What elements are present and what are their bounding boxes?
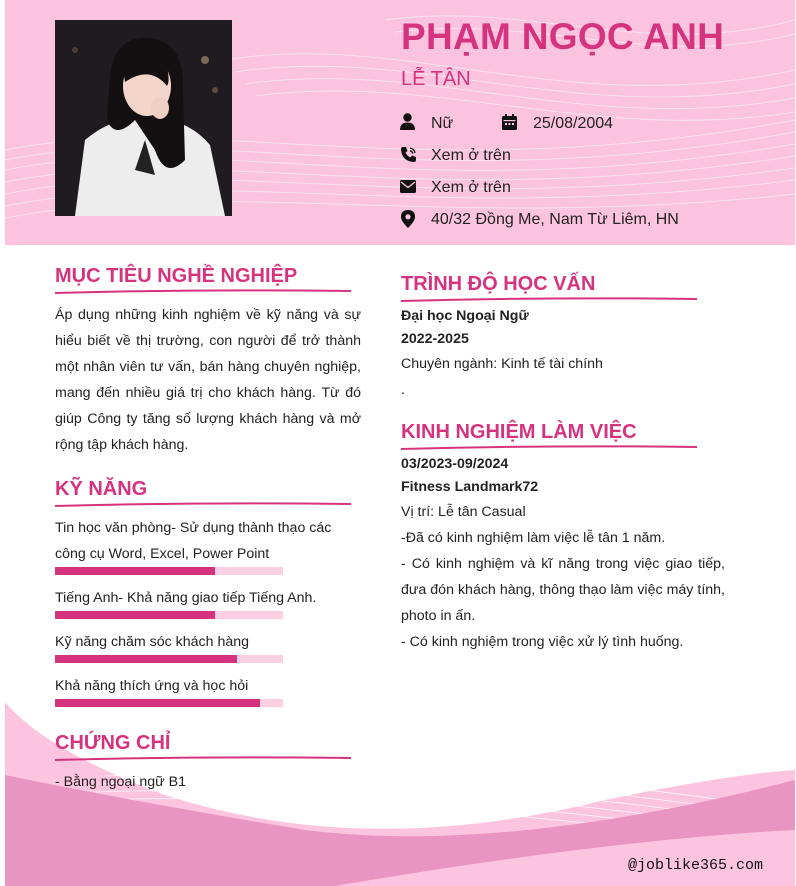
certificates-title-underline [55, 754, 353, 762]
phone: Xem ở trên [431, 147, 511, 164]
experience-line-1: -Đã có kinh nghiệm làm việc lễ tân 1 năm. [401, 530, 666, 546]
education-title: TRÌNH ĐỘ HỌC VẤN [401, 273, 596, 295]
email-icon [400, 180, 416, 193]
experience-position: Vị trí: Lễ tân Casual [401, 504, 526, 520]
footer-website-link[interactable]: @joblike365.com [628, 857, 764, 874]
job-title: LỄ TÂN [401, 68, 471, 90]
certificate-item: - Bằng ngoại ngữ B1 [55, 774, 186, 790]
skill-bar-1 [55, 567, 283, 575]
experience-period: 03/2023-09/2024 [401, 456, 509, 472]
experience-line-3: - Có kinh nghiệm trong việc xử lý tình huống. [401, 634, 684, 650]
skill-label-3: Kỹ năng chăm sóc khách hàng [55, 634, 250, 650]
gender: Nữ [431, 115, 454, 132]
skill-bar-fill-3 [55, 655, 237, 663]
email: Xem ở trên [431, 179, 511, 196]
header [5, 0, 795, 245]
location-icon [401, 210, 415, 228]
experience-line-2: - Có kinh nghiệm và kĩ năng trong việc giao tiếp, đưa đón khách hàng, thông thạo làm việc máy tính, photo in ấn. [401, 556, 725, 624]
skill-label-1: Tin học văn phòng- Sử dụng thành thạo các công cụ Word, Excel, Power Point [55, 520, 332, 562]
skill-bar-2 [55, 611, 283, 619]
experience-title-underline [401, 443, 699, 451]
education-title-underline [401, 295, 699, 303]
cv-page [5, 0, 795, 886]
skill-bar-fill-4 [55, 699, 260, 707]
experience-title: KINH NGHIỆM LÀM VIỆC [401, 421, 637, 443]
skills-title-underline [55, 500, 353, 508]
education-period: 2022-2025 [401, 331, 469, 347]
objective-text: Áp dụng những kinh nghiệm về kỹ năng và sự hiểu biết về thị trường, con người để trở thành một nhân viên tư vấn, bán hàng chuyên nghiệp, mang đến nhiều giá trị cho khách hàng. Từ đó giúp Công ty tăng số lượng khách hàng và mở rộng tập khách hàng. [55, 307, 361, 453]
address: 40/32 Đồng Me, Nam Từ Liêm, HN [431, 211, 679, 228]
education-note: . [401, 382, 405, 398]
candidate-name: PHẠM NGỌC ANH [401, 16, 725, 57]
phone-icon [400, 146, 417, 163]
objective-title-underline [55, 287, 353, 295]
skill-bar-fill-1 [55, 567, 215, 575]
skill-bar-3 [55, 655, 283, 663]
education-school: Đại học Ngoại Ngữ [401, 308, 529, 324]
person-icon [400, 113, 415, 130]
birthdate: 25/08/2004 [533, 115, 614, 132]
profile-photo [55, 20, 232, 216]
experience-company: Fitness Landmark72 [401, 479, 539, 495]
skill-bar-4 [55, 699, 283, 707]
skill-label-2: Tiếng Anh- Khả năng giao tiếp Tiếng Anh. [55, 590, 317, 606]
calendar-icon [502, 114, 517, 130]
skill-bar-fill-2 [55, 611, 215, 619]
certificates-title: CHỨNG CHỈ [55, 732, 171, 754]
skills-title: KỸ NĂNG [55, 478, 148, 500]
skill-label-4: Khả năng thích ứng và học hỏi [55, 678, 249, 694]
education-major: Chuyên ngành: Kinh tế tài chính [401, 356, 603, 372]
objective-title: MỤC TIÊU NGHỀ NGHIỆP [55, 265, 298, 287]
